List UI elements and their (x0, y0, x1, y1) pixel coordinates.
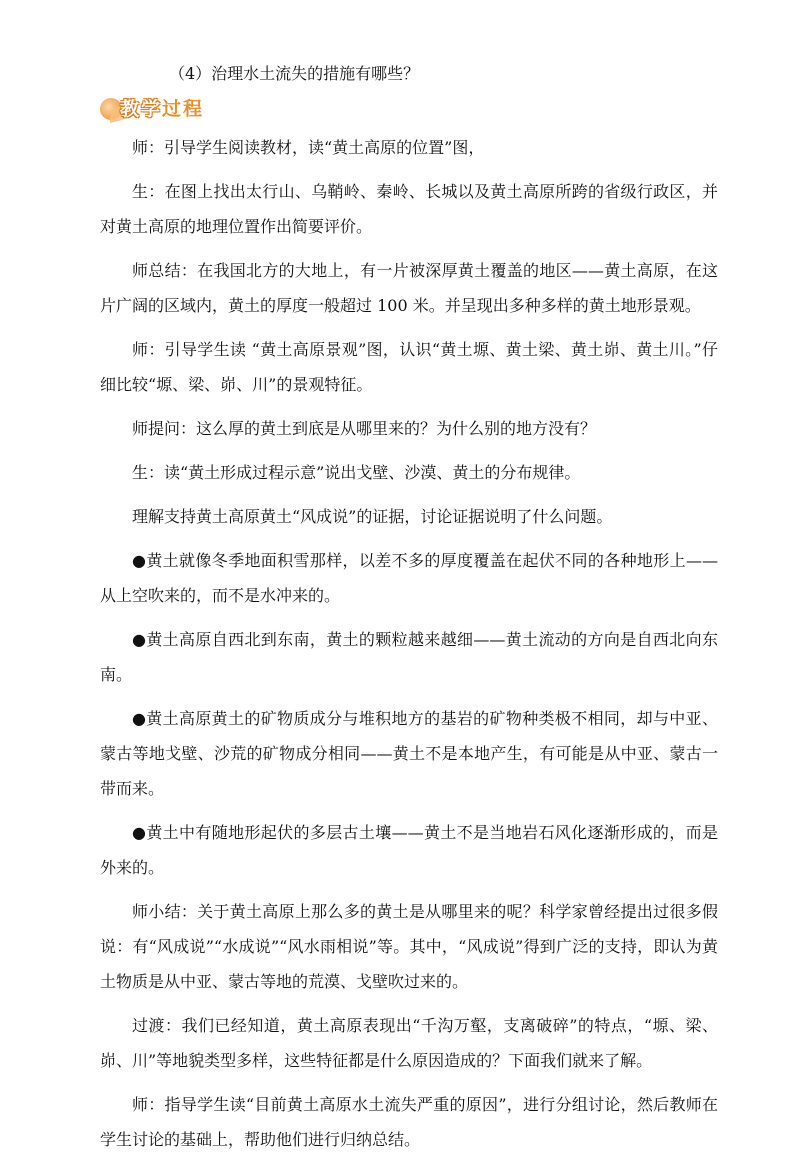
evidence-item: ●黄土高原自西北到东南，黄土的颗粒越来越细——黄土流动的方向是自西北向东南。 (100, 630, 718, 684)
paragraph: 师：指导学生读“目前黄土高原水土流失严重的原因”，进行分组讨论，然后教师在学生讨论的基础上，帮助他们进行归纳总结。 (100, 1095, 718, 1149)
body-text (100, 130, 718, 1166)
paragraph: 师：引导学生阅读教材，读“黄土高原的位置”图， (132, 138, 485, 157)
section-badge-title (120, 96, 204, 122)
paragraph: 理解支持黄土高原黄土“风成说”的证据，讨论证据说明了什么问题。 (132, 507, 613, 526)
evidence-item: ●黄土就像冬季地面积雪那样，以差不多的厚度覆盖在起伏不同的各种地形上——从上空吹来的，而不是水冲来的。 (100, 551, 718, 605)
evidence-item: ●黄土中有随地形起伏的多层古土壤——黄土不是当地岩石风化逐渐形成的，而是外来的。 (100, 823, 718, 877)
section-badge (100, 96, 240, 124)
paragraph: 师总结：在我国北方的大地上，有一片被深厚黄土覆盖的地区——黄土高原，在这片广阔的区域内，黄土的厚度一般超过 100 米。并呈现出多种多样的黄土地形景观。 (100, 261, 718, 315)
evidence-item: ●黄土高原黄土的矿物质成分与堆积地方的基岩的矿物种类极不相同，却与中亚、蒙古等地戈壁、沙荒的矿物成分相同——黄土不是本地产生，有可能是从中亚、蒙古一带而来。 (100, 709, 718, 798)
paragraph: 过渡：我们已经知道，黄土高原表现出“千沟万壑，支离破碎”的特点，“塬、梁、峁、川”等地貌类型多样，这些特征都是什么原因造成的？下面我们就来了解。 (100, 1016, 718, 1070)
paragraph: 生：在图上找出太行山、乌鞘岭、秦岭、长城以及黄土高原所跨的省级行政区，并对黄土高原的地理位置作出简要评价。 (100, 182, 718, 236)
paragraph: 师：引导学生读 “黄土高原景观”图，认识“黄土塬、黄土梁、黄土峁、黄土川。”仔细比较“塬、梁、峁、川”的景观特征。 (100, 340, 718, 394)
question-4: （4）治理水土流失的措施有哪些？ (169, 64, 420, 83)
paragraph: 师提问：这么厚的黄土到底是从哪里来的？为什么别的地方没有？ (132, 419, 597, 438)
paragraph: 生：读“黄土形成过程示意”说出戈壁、沙漠、黄土的分布规律。 (132, 463, 581, 482)
badge-part1: 教学 (120, 98, 163, 120)
badge-part2: 过程 (162, 98, 205, 120)
paragraph: 师小结：关于黄土高原上那么多的黄土是从哪里来的呢？科学家曾经提出过很多假说：有“风成说”“水成说”“风水雨相说”等。其中，“风成说”得到广泛的支持，即认为黄土物质是从中亚、蒙古等地的荒漠、戈壁吹过来的。 (100, 902, 718, 991)
